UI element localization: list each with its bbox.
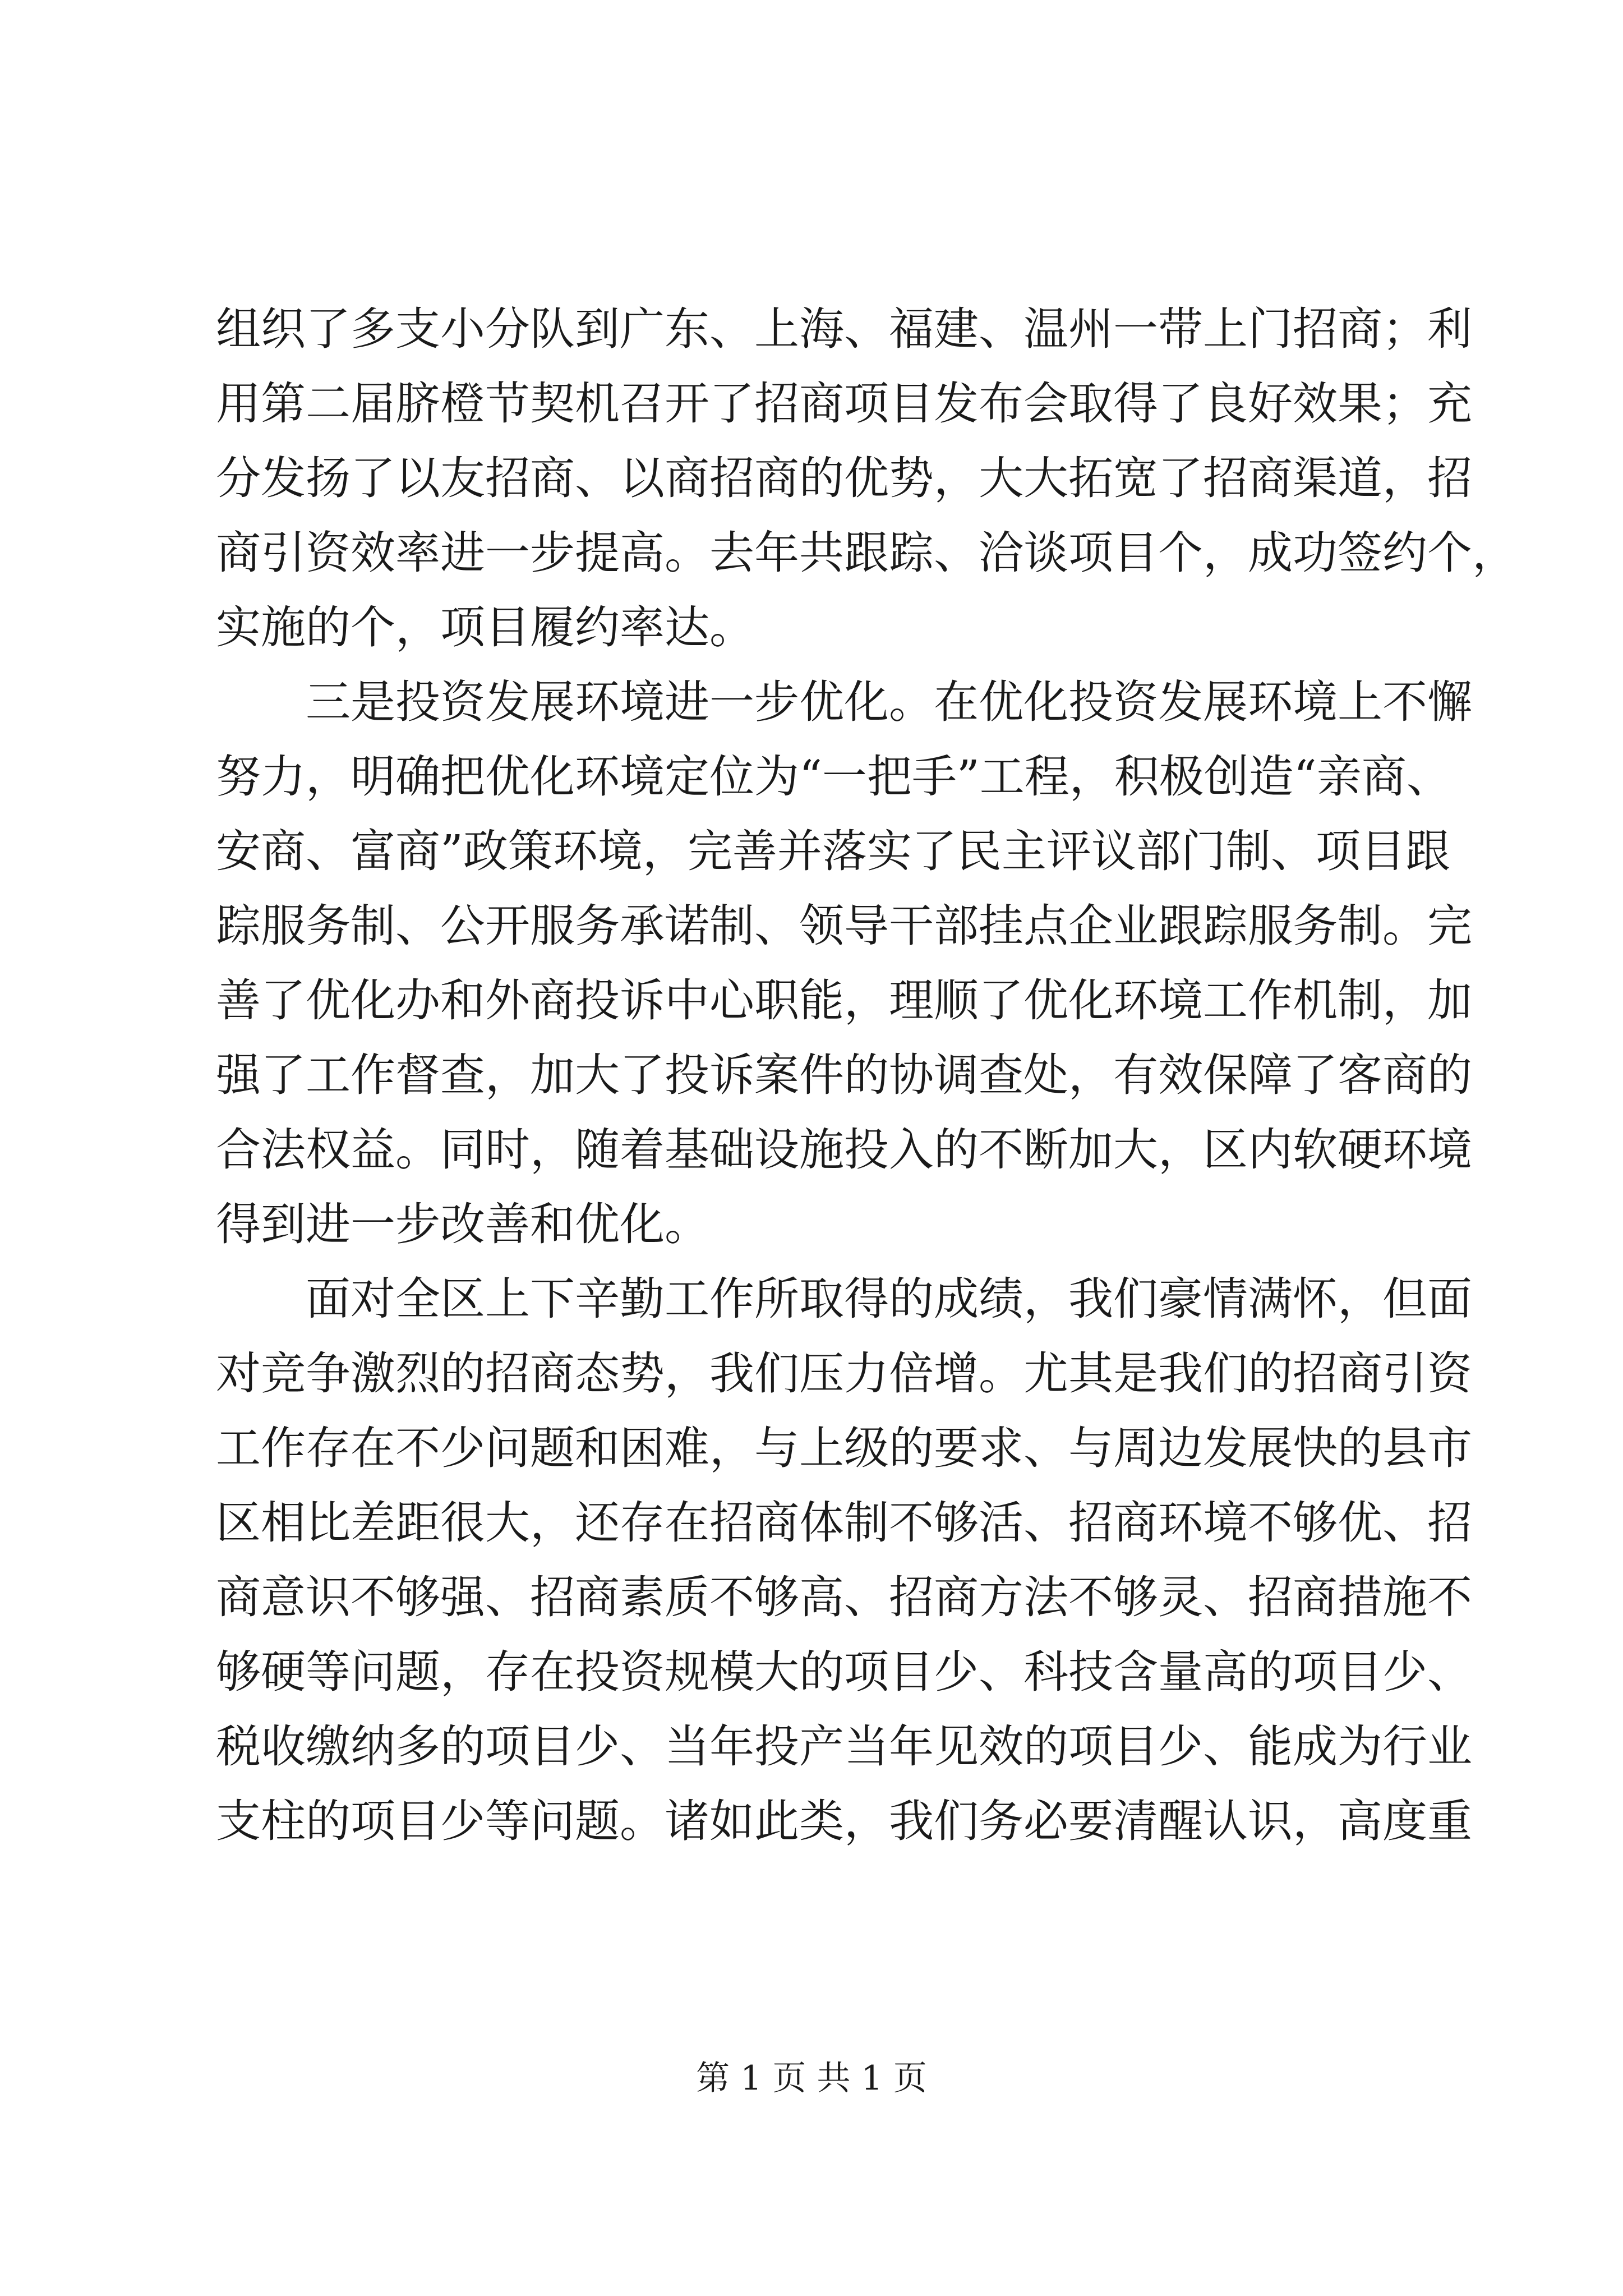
text-line: 努力，明确把优化环境定位为“一把手”工程，积极创造“亲商、 bbox=[216, 751, 1451, 803]
text-line: 组织了多支小分队到广东、上海、福建、温州一带上门招商；利 bbox=[216, 303, 1472, 355]
text-line: 合法权益。同时，随着基础设施投入的不断加大，区内软硬环境 bbox=[216, 1124, 1472, 1176]
paragraph-start-line: 三是投资发展环境进一步优化。在优化投资发展环境上不懈 bbox=[306, 676, 1472, 728]
text-line: 分发扬了以友招商、以商招商的优势，大大拓宽了招商渠道，招 bbox=[216, 452, 1472, 504]
text-line: 对竞争激烈的招商态势，我们压力倍增。尤其是我们的招商引资 bbox=[216, 1347, 1472, 1400]
text-line: 够硬等问题，存在投资规模大的项目少、科技含量高的项目少、 bbox=[216, 1646, 1472, 1698]
paragraph-start-line: 面对全区上下辛勤工作所取得的成绩，我们豪情满怀，但面 bbox=[306, 1273, 1472, 1325]
text-line: 商意识不够强、招商素质不够高、招商方法不够灵、招商措施不 bbox=[216, 1571, 1472, 1623]
text-line: 实施的个，项目履约率达。 bbox=[216, 601, 754, 654]
text-line: 安商、富商”政策环境，完善并落实了民主评议部门制、项目跟 bbox=[216, 825, 1450, 877]
text-line: 商引资效率进一步提高。去年共跟踪、洽谈项目个，成功签约个， bbox=[216, 527, 1517, 579]
text-line: 用第二届脐橙节契机召开了招商项目发布会取得了良好效果；充 bbox=[216, 378, 1472, 430]
text-line: 踪服务制、公开服务承诺制、领导干部挂点企业跟踪服务制。完 bbox=[216, 900, 1472, 952]
text-line: 区相比差距很大，还存在招商体制不够活、招商环境不够优、招 bbox=[216, 1497, 1472, 1549]
body-text bbox=[216, 292, 1517, 1858]
page-footer: 第 1 页 共 1 页 bbox=[696, 2059, 927, 2098]
text-line: 得到进一步改善和优化。 bbox=[216, 1198, 709, 1250]
text-line: 强了工作督查，加大了投诉案件的协调查处，有效保障了客商的 bbox=[216, 1049, 1472, 1101]
text-line: 善了优化办和外商投诉中心职能，理顺了优化环境工作机制，加 bbox=[216, 974, 1472, 1027]
text-line: 工作存在不少问题和困难，与上级的要求、与周边发展快的县市 bbox=[216, 1422, 1472, 1474]
text-line: 支柱的项目少等问题。诸如此类，我们务必要清醒认识，高度重 bbox=[216, 1795, 1472, 1847]
text-line: 税收缴纳多的项目少、当年投产当年见效的项目少、能成为行业 bbox=[216, 1720, 1472, 1773]
